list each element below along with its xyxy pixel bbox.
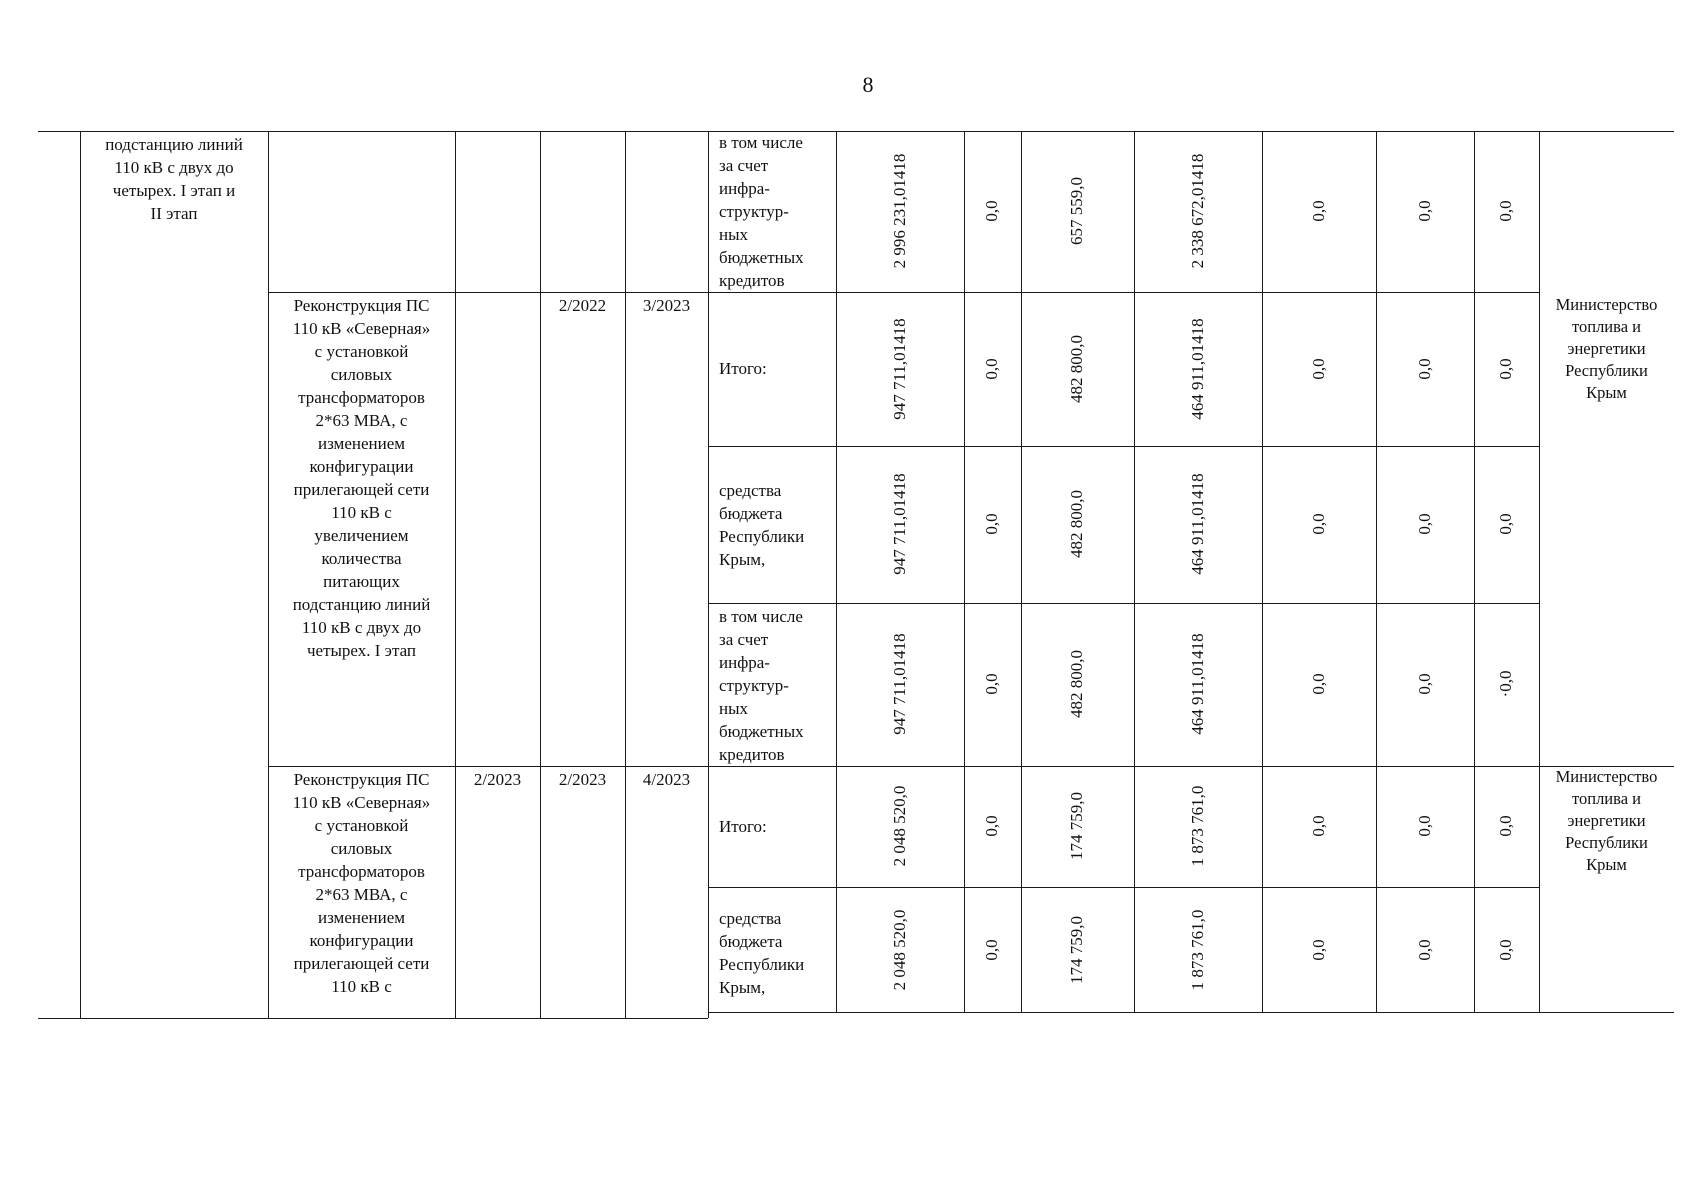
table-bottom-border	[38, 1018, 708, 1019]
value-cell: 0,0	[1415, 358, 1434, 380]
value-cell: 947 711,01418	[890, 633, 909, 735]
value-cell: 0,0	[1415, 200, 1434, 222]
executor: Министерство топлива и энергетики Республики Крым	[1555, 295, 1658, 402]
funding-source-label: в том числе за счет инфра- структур- ных бюджетных кредитов	[719, 607, 804, 764]
value-cell: 0,0	[1309, 358, 1328, 380]
value-cell: 1 873 761,0	[1188, 785, 1207, 867]
value-cell: 0,0	[1496, 200, 1515, 222]
value-cell: 0,0	[1309, 939, 1328, 961]
value-cell: 0,0	[1309, 513, 1328, 535]
value-cell: 0,0	[1415, 939, 1434, 961]
col-border	[1474, 131, 1475, 1012]
value-cell: 482 800,0	[1067, 335, 1086, 403]
page-number: 8	[862, 72, 874, 97]
project-name: Реконструкция ПС 110 кВ «Северная» с установкой силовых трансформаторов 2*63 МВА, с изменением конфигурации прилегающей сети 110 кВ с	[292, 770, 431, 996]
value-cell: 0,0	[982, 939, 1001, 961]
value-cell: 657 559,0	[1067, 177, 1086, 245]
value-cell: 0,0	[982, 358, 1001, 380]
value-cell: 0,0	[982, 200, 1001, 222]
value-cell: 482 800,0	[1067, 490, 1086, 558]
value-cell: 0,0	[1496, 358, 1515, 380]
col-border	[1376, 131, 1377, 1012]
funding-source-label: Итого:	[719, 359, 767, 378]
row-divider	[708, 446, 1539, 447]
start-date: 2/2022	[558, 296, 607, 315]
value-cell: 0,0	[1309, 200, 1328, 222]
object-description: подстанцию линий 110 кВ с двух до четырех. I этап и II этап	[105, 135, 243, 223]
table-top-border	[38, 131, 1674, 132]
value-cell: 0,0	[1415, 815, 1434, 837]
col-border	[80, 131, 81, 1018]
value-cell: 0,0	[982, 673, 1001, 695]
value-cell: 2 048 520,0	[890, 785, 909, 867]
col-border	[964, 131, 965, 1012]
col-border	[625, 131, 626, 1018]
value-cell: 1 873 761,0	[1188, 909, 1207, 991]
value-cell: 947 711,01418	[890, 473, 909, 575]
col-border	[455, 131, 456, 1018]
value-cell: 464 911,01418	[1188, 318, 1207, 420]
row-divider	[708, 887, 1539, 888]
value-cell: 0,0	[1496, 513, 1515, 535]
value-cell: 174 759,0	[1067, 916, 1086, 984]
funding-source-label: Итого:	[719, 817, 767, 836]
funding-source-label: в том числе за счет инфра- структур- ных бюджетных кредитов	[719, 133, 804, 290]
col-border	[1262, 131, 1263, 1012]
col-border	[1021, 131, 1022, 1012]
value-cell: 2 996 231,01418	[890, 153, 909, 269]
value-cell: 0,0	[1309, 815, 1328, 837]
value-cell: 2 048 520,0	[890, 909, 909, 991]
row-divider	[268, 292, 1539, 293]
value-cell: 0,0	[1496, 815, 1515, 837]
funding-source-label: средства бюджета Республики Крым,	[719, 481, 805, 569]
value-cell: 947 711,01418	[890, 318, 909, 420]
value-cell: 0,0	[982, 513, 1001, 535]
col-border	[708, 131, 709, 1018]
end-date: 4/2023	[642, 770, 691, 789]
value-cell: 0,0	[1415, 513, 1434, 535]
project-name: Реконструкция ПС 110 кВ «Северная» с установкой силовых трансформаторов 2*63 МВА, с изменением конфигурации прилегающей сети 110 кВ с увеличением количества питающих подстанцию линий 110 кВ с двух до четырех. I этап	[292, 296, 431, 660]
value-cell: 464 911,01418	[1188, 633, 1207, 735]
date-cell: 2/2023	[473, 770, 522, 789]
col-border	[836, 131, 837, 1012]
end-date: 3/2023	[642, 296, 691, 315]
value-cell: 482 800,0	[1067, 650, 1086, 718]
table-bottom-border	[708, 1012, 1674, 1013]
value-cell: 464 911,01418	[1188, 473, 1207, 575]
funding-source-label: средства бюджета Республики Крым,	[719, 909, 805, 997]
col-border	[1539, 131, 1540, 1012]
value-cell: ·0,0	[1496, 670, 1515, 698]
col-border	[540, 131, 541, 1018]
value-cell: 0,0	[982, 815, 1001, 837]
executor: Министерство топлива и энергетики Республики Крым	[1555, 767, 1658, 874]
start-date: 2/2023	[558, 770, 607, 789]
col-border	[1134, 131, 1135, 1012]
value-cell: 0,0	[1309, 673, 1328, 695]
value-cell: 2 338 672,01418	[1188, 153, 1207, 269]
value-cell: 0,0	[1496, 939, 1515, 961]
value-cell: 0,0	[1415, 673, 1434, 695]
value-cell: 174 759,0	[1067, 792, 1086, 860]
